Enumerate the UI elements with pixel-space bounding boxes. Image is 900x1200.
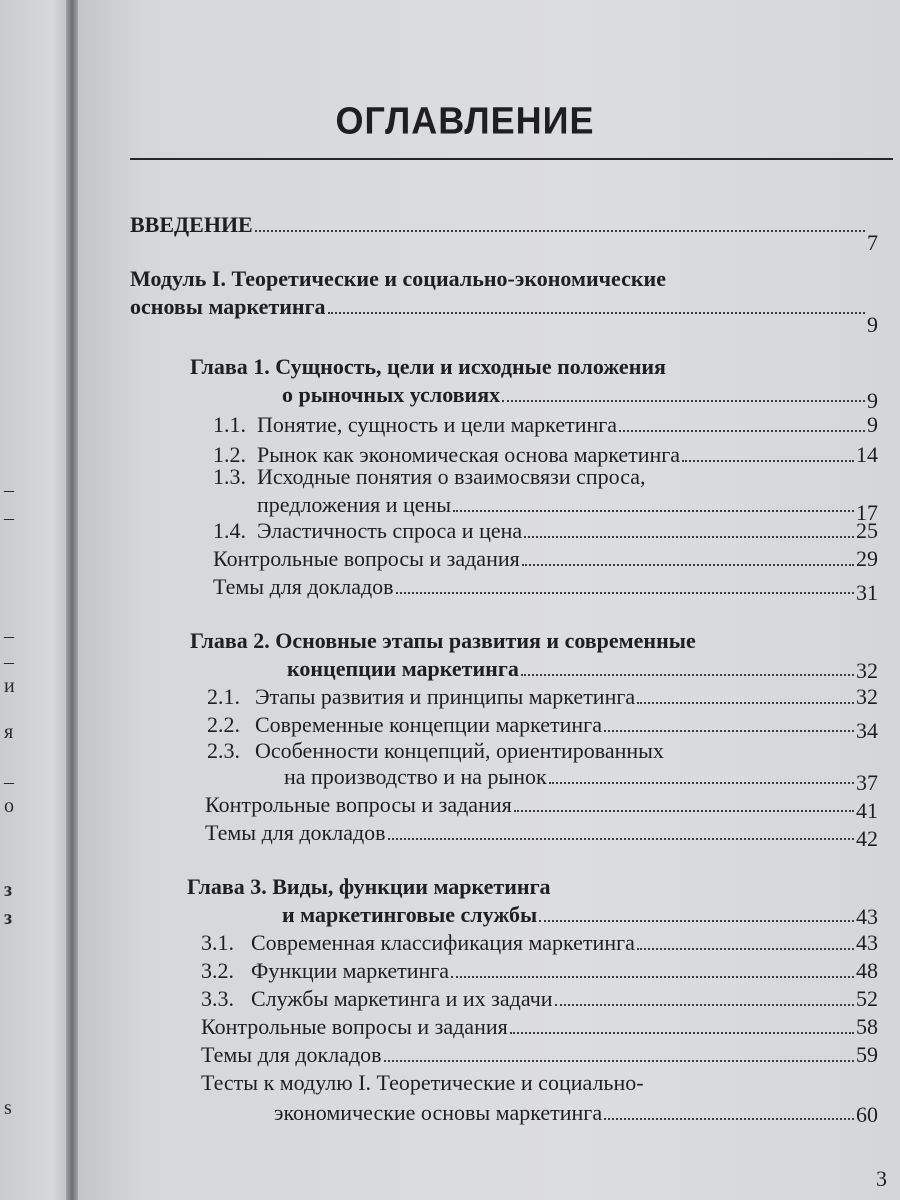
toc-section-number: 1.1. — [213, 412, 246, 437]
toc-entry-page: 41 — [856, 798, 878, 823]
toc-entry-section — [213, 414, 878, 436]
toc-entry-topics — [213, 574, 878, 605]
toc-section-number: 3.1. — [201, 930, 234, 955]
toc-entry-section-line1 — [207, 740, 664, 762]
toc-entry-label: Контрольные вопросы и задания — [201, 1014, 508, 1039]
toc-entry-section — [257, 492, 878, 525]
toc-entry-page: 32 — [856, 658, 878, 683]
book-gutter — [66, 0, 78, 1200]
toc-entry-page: 31 — [856, 580, 878, 605]
toc-entry-page: 43 — [856, 904, 878, 929]
toc-entry-section — [201, 960, 878, 982]
leader-dots — [637, 947, 854, 950]
toc-entry-label: на производство и на рынок — [284, 764, 547, 789]
toc-entry-section-line1 — [213, 466, 646, 488]
toc-entry-topics — [205, 820, 878, 851]
toc-section-number: 1.3. — [213, 464, 246, 489]
left-page-edge — [0, 0, 74, 1200]
toc-entry-section — [201, 988, 878, 1010]
toc-entry-label: Функции маркетинга — [251, 958, 450, 983]
toc-section-number: 2.3. — [207, 738, 240, 763]
margin-mark: з — [4, 907, 13, 929]
leader-dots — [255, 229, 865, 232]
leader-dots — [524, 535, 854, 538]
leader-dots — [555, 1003, 854, 1006]
toc-entry-page: 42 — [856, 826, 878, 851]
toc-entry-label: Современная классификация маркетинга — [251, 930, 635, 955]
leader-dots — [521, 673, 854, 676]
toc-section-number: 1.4. — [213, 518, 246, 543]
toc-entry-label: Исходные понятия о взаимосвязи спроса, — [257, 464, 646, 489]
toc-entry-label: Темы для докладов — [213, 574, 394, 599]
leader-dots — [451, 975, 854, 978]
margin-mark: – — [4, 625, 14, 647]
leader-dots — [388, 837, 854, 840]
toc-entry-section — [201, 932, 878, 954]
toc-entry-chapter2 — [287, 656, 878, 683]
toc-entry-page: 14 — [856, 442, 878, 467]
toc-entry-label: ВВЕДЕНИЕ — [130, 212, 253, 237]
toc-entry-page: 32 — [856, 684, 878, 709]
toc-entry-label: о рыночных условиях — [282, 382, 501, 407]
toc-entry-page: 9 — [867, 412, 878, 437]
toc-entry-label: Темы для докладов — [205, 820, 386, 845]
toc-entry-page: 52 — [856, 986, 878, 1011]
toc-entry-section — [213, 444, 878, 466]
leader-dots — [604, 1117, 854, 1120]
leader-dots — [510, 1031, 854, 1034]
leader-dots — [514, 809, 854, 812]
margin-mark: – — [4, 771, 14, 793]
toc-entry-page: 9 — [867, 312, 878, 337]
leader-dots — [539, 919, 854, 922]
toc-entry-label: Службы маркетинга и их задачи — [251, 986, 553, 1011]
toc-entry-label: и маркетинговые службы — [282, 902, 538, 927]
toc-entry-tests — [274, 1100, 878, 1127]
toc-chapter-title: Глава 3. Виды, функции маркетинга — [187, 874, 551, 899]
leader-dots — [384, 1059, 854, 1062]
toc-entry-section — [213, 520, 878, 542]
toc-entry-questions — [205, 792, 878, 823]
leader-dots — [619, 429, 865, 432]
leader-dots — [328, 311, 865, 314]
toc-entry-questions — [201, 1016, 878, 1038]
toc-module-title: Модуль I. Теоретические и социально-экономические — [130, 266, 666, 291]
toc-entry-label: Контрольные вопросы и задания — [205, 792, 512, 817]
toc-entry-label: Этапы развития и принципы маркетинга — [255, 684, 636, 709]
toc-entry-label: Особенности концепций, ориентированных — [255, 738, 664, 763]
toc-entry-page: 48 — [856, 958, 878, 983]
title-rule — [130, 158, 893, 160]
page-title: ОГЛАВЛЕНИЕ — [335, 98, 595, 142]
toc-entry-page: 17 — [856, 500, 878, 525]
toc-entry-label: основы маркетинга — [130, 294, 326, 319]
toc-chapter-title: Глава 1. Сущность, цели и исходные положения — [190, 354, 666, 379]
toc-entry-page: 59 — [856, 1042, 878, 1067]
toc-entry-label: Современные концепции маркетинга — [255, 712, 602, 737]
toc-entry-label: Контрольные вопросы и задания — [213, 546, 520, 571]
leader-dots — [502, 399, 865, 402]
toc-entry-label: Рынок как экономическая основа маркетинга — [257, 442, 681, 467]
leader-dots — [637, 701, 854, 704]
toc-chapter-title: Глава 2. Основные этапы развития и современные — [190, 628, 696, 653]
toc-entry-tests-line1: Тесты к модулю I. Теоретические и социально- — [201, 1070, 644, 1095]
leader-dots — [604, 729, 854, 732]
toc-entry-label: Понятие, сущность и цели маркетинга — [257, 412, 618, 437]
toc-section-number: 3.3. — [201, 986, 234, 1011]
toc-entry-page: 60 — [856, 1102, 878, 1127]
toc-section-number: 1.2. — [213, 442, 246, 467]
margin-mark: – — [4, 479, 14, 501]
toc-entry-label: концепции маркетинга — [287, 656, 519, 681]
margin-mark: – — [4, 651, 14, 673]
leader-dots — [549, 781, 854, 784]
margin-mark: о — [4, 795, 14, 817]
margin-mark: з — [4, 879, 13, 901]
toc-entry-label: предложения и цены — [257, 492, 452, 517]
toc-entry-chapter1 — [282, 382, 878, 413]
toc-entry-section — [284, 764, 878, 795]
toc-entry-page: 9 — [867, 388, 878, 413]
toc-entry-intro — [130, 212, 878, 255]
toc-entry-page: 43 — [856, 930, 878, 955]
leader-dots — [396, 591, 854, 594]
margin-mark: – — [4, 507, 14, 529]
toc-entry-topics — [201, 1044, 878, 1066]
toc-entry-chapter3 — [282, 902, 878, 929]
toc-section-number: 2.1. — [207, 684, 240, 709]
toc-section-number: 2.2. — [207, 712, 240, 737]
toc-entry-module1 — [130, 294, 878, 337]
toc-entry-page: 58 — [856, 1014, 878, 1039]
margin-mark: я — [4, 721, 14, 743]
toc-entry-page: 37 — [856, 770, 878, 795]
toc-entry-section — [207, 712, 878, 743]
margin-mark: s — [4, 1097, 12, 1119]
toc-entry-label: экономические основы маркетинга — [274, 1100, 603, 1125]
toc-entry-label: Темы для докладов — [201, 1042, 382, 1067]
toc-entry-section — [207, 686, 878, 708]
leader-dots — [453, 509, 854, 512]
toc-entry-page: 34 — [856, 718, 878, 743]
page-number: 3 — [876, 1166, 887, 1191]
toc-entry-label: Эластичность спроса и цена — [257, 518, 523, 543]
toc-entry-page: 25 — [856, 518, 878, 543]
leader-dots — [522, 563, 854, 566]
toc-entry-questions — [213, 548, 878, 570]
toc-entry-page: 7 — [867, 230, 878, 255]
toc-entry-page: 29 — [856, 546, 878, 571]
margin-mark: и — [4, 675, 15, 697]
toc-section-number: 3.2. — [201, 958, 234, 983]
leader-dots — [682, 459, 854, 462]
